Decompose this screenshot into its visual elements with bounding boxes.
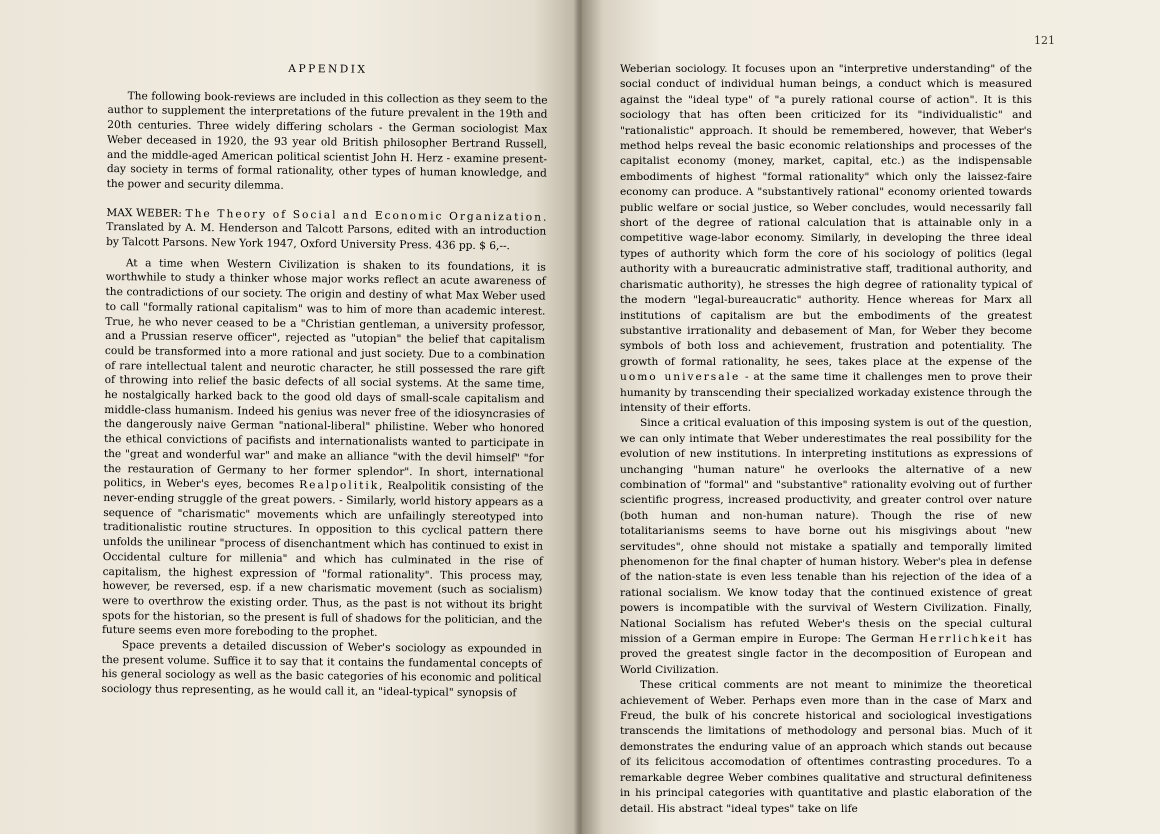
citation-title: The Theory of Social and Economic Organization: [185, 207, 544, 224]
review-paragraph-5: These critical comments are not meant to minimize the theoretical achievement of Weber. Perhaps even more than in the case of Marx and Freud, the bulk of his concrete historical and sociological investigations transcends the limitations of methodology and personal bias. Much of it demonstrates the enduring value of an approach which stands out because of its felicitous accomodation of oftentimes contrasting procedures. To a remarkable degree Weber combines qualitative and structural definiteness in his principal categories with quantitative and plastic elaboration of the detail. His abstract "ideal types" take on life: [620, 679, 1032, 815]
book-citation: [106, 206, 546, 255]
right-page-text: [620, 62, 1032, 817]
citation-author: MAX WEBER:: [106, 206, 186, 220]
review-paragraph-2: Space prevents a detailed discussion of Weber's sociology as expounded in the present volume. Suffice it to say that it contains the fundamental concepts of his general sociology as well as the basic categories of his economic and political sociology thus representing, as he would call it, an "ideal-typical" synopsis of: [101, 639, 542, 700]
review-paragraph-4: Since a critical evaluation of this imposing system is out of the question, we can only intimate that Weber underestimates the real possibility for the evolution of new institutions. In interpreting institutions as expressions of unchanging "human nature" he overlooks the alternative of a new combination of "formal" and "substantive" rationality evolving out of further scientific progress, increased productivity, and greater control over nature (both human and non-human nature). Though the rise of new totalitarianisms seems to have borne out his misgivings about "new servitudes", ohne should not mistake a spatially and temporally limited phenomenon for the final chapter of human history. Weber's plea in defense of the nation-state is even less tenable than his rejection of the idea of a rational socialism. We know today that the continued existence of great powers is incompatible with the survival of Western Civilization. Finally, National Socialism has refuted Weber's thesis on the special cultural mission of a German empire in Europe: The German Herrlichkeit has proved the greatest single factor in the decomposition of European and World Civilization.: [620, 417, 1032, 676]
book-gutter: [574, 0, 584, 834]
appendix-heading: APPENDIX: [288, 62, 368, 76]
emphasized-term: Herrlichkeit: [918, 633, 1009, 646]
intro-paragraph: The following book-reviews are included in this collection as they seem to the author to supplement the interpretations of the future prevalent in the 19th and 20th centuries. Three widely differing scholars - the German sociologist Max Weber deceased in 1920, the 93 year old British philosopher Bertrand Russell, and the middle-aged American political scientist John H. Herz - examine present-day society in terms of formal rationality, other types of human knowledge, and the power and security dilemma.: [106, 89, 548, 192]
review-paragraph-3: Weberian sociology. It focuses upon an "interpretive understanding" of the social conduct of individual human beings, a conduct which is measured against the "ideal type" of "a purely rational course of action". It is this sociology that has often been criticized for its "individualistic" and "rationalistic" approach. It should be remembered, however, that Weber's method helps reveal the basic economic relationships and processes of the capitalist economy (money, market, capital, etc.) as the indispensable embodiments of highest "formal rationality" which only the laissez-faire economy can produce. A "substantively rational" economy oriented towards public welfare or social justice, so Weber concludes, would necessarily fall short of the degree of rational calculation that is attainable only in a competitive wage-labor economy. Similarly, in developing the three ideal types of authority which form the core of his sociology of politics (legal authority with a bureaucratic administrative staff, traditional authority, and charismatic authority), he stresses the high degree of rationality typical of the modern "legal-bureaucratic" authority. Hence whereas for Marx all institutions of capitalism are but the embodiments of the greatest substantive irrationality and debasement of Man, for Weber they become symbols of both loss and achievement, frustration and potentiality. The growth of formal rationality, he sees, takes place at the expense of the uomo universale - at the same time it challenges men to prove their humanity by transcending their specialized workaday existence through the intensity of their efforts.: [620, 63, 1032, 414]
left-page-text: [101, 60, 548, 701]
review-paragraph-1: At a time when Western Civilization is shaken to its foundations, it is worthwhile to study a thinker whose major works reflect an acute awareness of the contradictions of our society. The origin and destiny of what Max Weber used to call "formally rational capitalism" was to him of more than academic interest. True, he who never ceased to be a "Christian gentleman, a university professor, and a Prussian reserve officer", rejected as "utopian" the belief that capitalism could be transformed into a more rational and just society. Due to a combination of rare intellectual talent and neurotic character, he still possessed the rare gift of throwing into relief the basic defects of all social systems. At the same time, he nostalgically harked back to the good old days of small-scale capitalism and middle-class humanism. Indeed his genius was never free of the idiosyncrasies of the dangerously naive German "national-liberal" philistine. Weber who honored the ethical convictions of pacifists and internationalists wanted to participate in the "great and wonderful war" and make an alliance "with the devil himself" "for the restauration of Germany to her former splendor". In short, international politics, in Weber's eyes, becomes Realpolitik, Realpolitik consisting of the never-ending struggle of the great powers. - Similarly, world history appears as a sequence of "charismatic" movements which are unfailingly stereotyped into traditionalistic routine structures. In opposition to this cyclical pattern there unfolds the unilinear "process of disenchantment which has continued to exist in Occidental culture for millenia" and which has culminated in the rise of capitalism, the highest expression of "formal rationality". This process may, however, be reversed, esp. if a new charismatic movement (such as socialism) were to overthrow the existing order. Thus, as the past is not without its bright spots for the historian, so the present is full of shadows for the politician, and the future seems even more foreboding to the prophet.: [101, 256, 546, 640]
emphasized-term: Realpolitik: [299, 479, 380, 493]
emphasized-term: uomo universale: [620, 371, 741, 384]
citation-details: . Translated by A. M. Henderson and Talcott Parsons, edited with an introduction by Talcott Parsons. New York 1947, Oxford University Press. 436 pp. $ 6,--.: [106, 211, 547, 253]
page-number: 121: [1034, 34, 1055, 47]
